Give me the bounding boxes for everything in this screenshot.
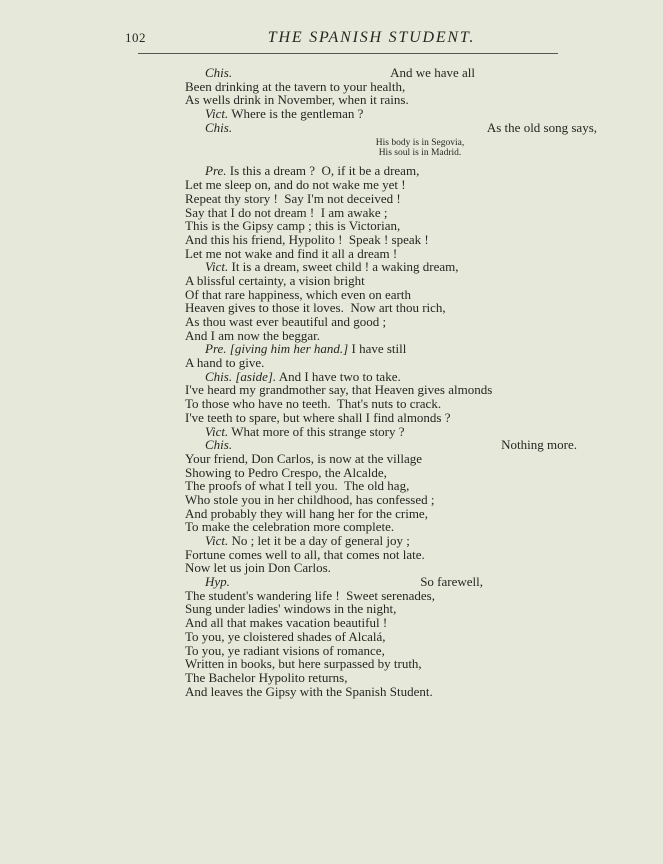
verse-line xyxy=(185,370,615,384)
line-text: As the old song says, xyxy=(486,119,597,135)
verse-line: Let me not wake and find it all a dream ! xyxy=(185,245,398,261)
verse-line: Written in books, but here surpassed by truth, xyxy=(185,656,422,672)
line-text: So farewell, xyxy=(420,574,483,590)
dialogue-block-1 xyxy=(185,66,615,134)
speaker-name: Pre. xyxy=(205,163,227,179)
verse-line: Who stole you in her childhood, has confessed ; xyxy=(185,491,435,507)
page-number: 102 xyxy=(125,30,146,45)
verse-line: And leaves the Gipsy with the Spanish Student. xyxy=(185,683,433,699)
song-line: His soul is in Madrid. xyxy=(378,148,462,159)
song-line: His body is in Segovia, xyxy=(375,138,465,149)
verse-line: As wells drink in November, when it rains. xyxy=(185,92,409,108)
verse-line xyxy=(185,425,615,439)
verse-line: I've heard my grandmother say, that Heaven gives almonds xyxy=(185,382,493,398)
verse-line: As thou wast ever beautiful and good ; xyxy=(185,314,387,329)
line-text: What more of this strange story ? xyxy=(231,423,405,439)
verse-line: The student's wandering life ! Sweet serenades, xyxy=(185,587,435,603)
line-text: Nothing more. xyxy=(501,437,577,453)
verse-line: Sung under ladies' windows in the night, xyxy=(185,601,397,617)
verse-line: And this his friend, Hypolito ! Speak ! speak ! xyxy=(185,231,429,247)
verse-line: To those who have no teeth. That's nuts to crack. xyxy=(185,396,442,412)
verse-line xyxy=(185,260,615,274)
verse-line xyxy=(185,342,615,356)
line-text: Where is the gentleman ? xyxy=(231,106,364,122)
line-text: And we have all xyxy=(390,65,475,80)
verse-line xyxy=(185,164,615,178)
song-quotation xyxy=(185,138,615,158)
stage-direction: [aside]. xyxy=(235,368,277,384)
verse-line: The proofs of what I tell you. The old hag, xyxy=(185,478,410,494)
speaker-name: Pre. xyxy=(205,341,227,357)
verse-line xyxy=(185,534,615,548)
verse-line: And all that makes vacation beautiful ! xyxy=(185,615,388,631)
verse-line: A blissful certainty, a vision bright xyxy=(185,272,365,288)
speaker-name: Vict. xyxy=(205,106,229,122)
speaker-name: Vict. xyxy=(205,423,229,439)
verse-line: The Bachelor Hypolito returns, xyxy=(185,669,348,685)
line-text: It is a dream, sweet child ! a waking dream, xyxy=(231,259,459,275)
verse-line xyxy=(185,121,615,135)
speaker-name: Vict. xyxy=(205,259,229,275)
speaker-name: Hyp. xyxy=(205,574,230,590)
dialogue-block-2 xyxy=(185,164,615,698)
verse-line: Of that rare happiness, which even on earth xyxy=(185,286,411,302)
verse-line: Your friend, Don Carlos, is now at the village xyxy=(185,450,422,466)
verse-line: Say that I do not dream ! I am awake ; xyxy=(185,204,388,220)
verse-line: Let me sleep on, and do not wake me yet ! xyxy=(185,177,406,193)
line-text: And I have two to take. xyxy=(278,368,401,384)
play-text xyxy=(185,66,615,698)
verse-line: And probably they will hang her for the crime, xyxy=(185,505,428,521)
verse-line: And I am now the beggar. xyxy=(185,327,321,343)
stage-direction: [giving him her hand.] xyxy=(229,341,349,357)
speaker-name: Chis. xyxy=(205,119,233,135)
verse-line: To you, ye cloistered shades of Alcalá, xyxy=(185,628,386,644)
verse-line: Fortune comes well to all, that comes not late. xyxy=(185,546,425,562)
line-text: No ; let it be a day of general joy ; xyxy=(231,533,410,548)
speaker-name: Chis. xyxy=(205,437,233,453)
line-text: I have still xyxy=(351,341,407,357)
verse-line xyxy=(185,575,615,589)
verse-line: To make the celebration more complete. xyxy=(185,519,395,535)
verse-line: Showing to Pedro Crespo, the Alcalde, xyxy=(185,464,387,480)
verse-line xyxy=(185,107,615,121)
header-rule xyxy=(138,53,558,54)
speaker-name: Chis. xyxy=(205,368,233,384)
verse-line: To you, ye radiant visions of romance, xyxy=(185,642,385,658)
verse-line: This is the Gipsy camp ; this is Victorian, xyxy=(185,218,401,234)
verse-line: A hand to give. xyxy=(185,355,265,371)
verse-line: I've teeth to spare, but where shall I find almonds ? xyxy=(185,409,451,425)
verse-line: Repeat thy story ! Say I'm not deceived ! xyxy=(185,190,401,206)
verse-line xyxy=(185,438,615,452)
verse-line xyxy=(185,66,615,80)
line-text: Is this a dream ? O, if it be a dream, xyxy=(229,163,420,179)
verse-line: Heaven gives to those it loves. Now art thou rich, xyxy=(185,300,446,316)
speaker-name: Vict. xyxy=(205,533,229,548)
verse-line: Now let us join Don Carlos. xyxy=(185,560,331,576)
speaker-name: Chis. xyxy=(205,65,233,80)
running-title: THE SPANISH STUDENT. xyxy=(267,29,476,46)
verse-line: Been drinking at the tavern to your health, xyxy=(185,78,406,94)
